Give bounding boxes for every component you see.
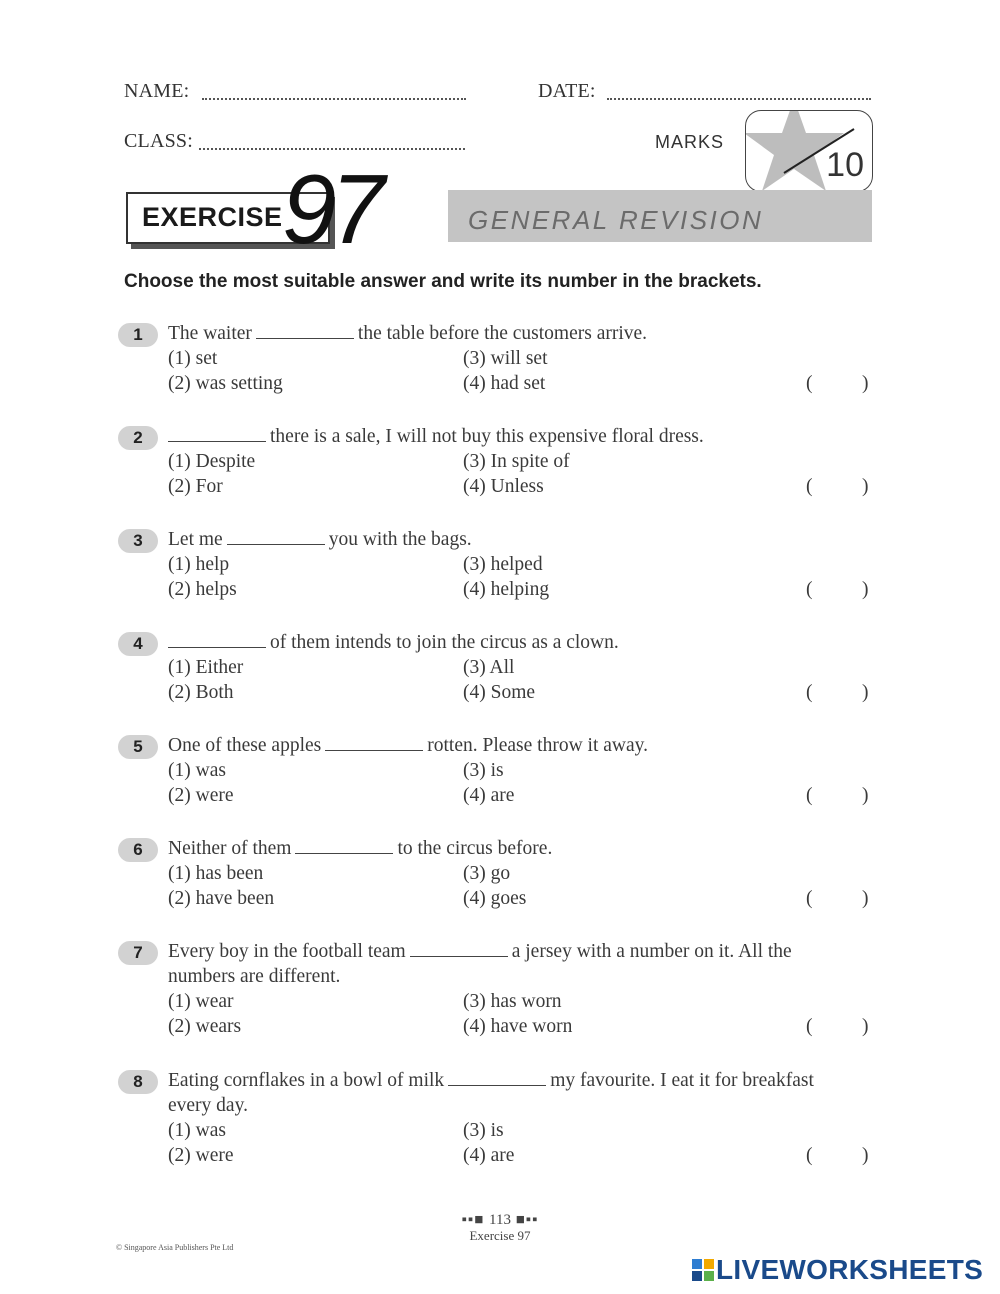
date-field[interactable] [607, 98, 871, 100]
option-1: (1) Either [168, 657, 244, 678]
question-text: Every boy in the football team a jersey with a number on it. All the [168, 941, 792, 962]
date-label: DATE: [538, 80, 596, 102]
question-text: there is a sale, I will not buy this expensive floral dress. [168, 424, 704, 450]
question-text: One of these apples rotten. Please throw it away. [168, 735, 649, 756]
option-3: (3) All [463, 657, 515, 678]
class-field[interactable] [199, 148, 465, 150]
answer-bracket-open: ( [806, 476, 813, 497]
option-1: (1) help [168, 554, 230, 575]
marks-label: MARKS [655, 132, 725, 152]
option-3: (3) has worn [463, 991, 562, 1012]
answer-bracket-close: ) [862, 1145, 869, 1166]
question-number: 2 [118, 426, 158, 450]
name-field[interactable] [202, 98, 466, 100]
copyright: © Singapore Asia Publishers Pte Ltd [116, 1243, 234, 1252]
option-1: (1) Despite [168, 451, 256, 472]
option-2: (2) For [168, 476, 223, 497]
option-2: (2) were [168, 1145, 234, 1166]
answer-bracket-close: ) [862, 682, 869, 703]
question-text: Eating cornflakes in a bowl of milk my favourite. I eat it for breakfast [168, 1070, 814, 1091]
answer-box[interactable] [820, 782, 858, 808]
answer-bracket-open: ( [806, 373, 813, 394]
answer-bracket-open: ( [806, 1016, 813, 1037]
option-2: (2) Both [168, 682, 234, 703]
option-1: (1) was [168, 1120, 226, 1141]
option-2: (2) helps [168, 579, 237, 600]
answer-bracket-close: ) [862, 785, 869, 806]
liveworksheets-logo[interactable]: LIVEWORKSHEETS [716, 1254, 984, 1285]
page-number: ▪▪■ 113 ■▪▪ [461, 1212, 539, 1228]
name-label: NAME: [124, 80, 190, 102]
option-3: (3) will set [463, 348, 548, 369]
answer-bracket-open: ( [806, 682, 813, 703]
question-number: 4 [118, 632, 158, 656]
option-4: (4) had set [463, 373, 546, 394]
question-text: The waiter the table before the customers arrive. [168, 323, 648, 344]
answer-blank [256, 324, 354, 339]
option-3: (3) In spite of [463, 451, 570, 472]
answer-bracket-close: ) [862, 1016, 869, 1037]
instruction: Choose the most suitable answer and write its number in the brackets. [124, 271, 762, 292]
option-4: (4) are [463, 785, 515, 806]
answer-blank [295, 839, 393, 854]
option-2: (2) were [168, 785, 234, 806]
option-3: (3) is [463, 1120, 504, 1141]
answer-bracket-open: ( [806, 1145, 813, 1166]
answer-box[interactable] [820, 1013, 858, 1039]
answer-bracket-close: ) [862, 373, 869, 394]
question-text-continued: every day. [168, 1095, 248, 1116]
option-1: (1) wear [168, 991, 234, 1012]
answer-box[interactable] [820, 679, 858, 705]
footer-exercise: Exercise 97 [469, 1228, 531, 1243]
option-3: (3) is [463, 760, 504, 781]
answer-bracket-open: ( [806, 785, 813, 806]
option-4: (4) helping [463, 579, 550, 600]
answer-bracket-open: ( [806, 579, 813, 600]
marks-box [745, 110, 873, 192]
option-2: (2) was setting [168, 373, 283, 394]
option-2: (2) wears [168, 1016, 242, 1037]
answer-box[interactable] [820, 473, 858, 499]
answer-bracket-close: ) [862, 579, 869, 600]
question-number: 5 [118, 735, 158, 759]
answer-box[interactable] [820, 1142, 858, 1168]
liveworksheets-logo-icon [692, 1259, 714, 1281]
option-2: (2) have been [168, 888, 275, 909]
answer-blank [227, 530, 325, 545]
option-3: (3) go [463, 863, 511, 884]
option-3: (3) helped [463, 554, 543, 575]
answer-box[interactable] [820, 370, 858, 396]
option-1: (1) set [168, 348, 218, 369]
option-4: (4) Unless [463, 476, 544, 497]
question-number: 8 [118, 1070, 158, 1094]
answer-blank [448, 1071, 546, 1086]
question-text-continued: numbers are different. [168, 966, 341, 987]
exercise-title: GENERAL REVISION [468, 205, 764, 235]
answer-blank [168, 633, 266, 648]
answer-box[interactable] [820, 885, 858, 911]
question-number: 1 [118, 323, 158, 347]
question-text: Neither of them to the circus before. [168, 838, 553, 859]
answer-blank [168, 427, 266, 442]
option-4: (4) are [463, 1145, 515, 1166]
question-number: 3 [118, 529, 158, 553]
option-1: (1) has been [168, 863, 264, 884]
answer-blank [410, 942, 508, 957]
answer-box[interactable] [820, 576, 858, 602]
question-number: 6 [118, 838, 158, 862]
answer-bracket-open: ( [806, 888, 813, 909]
class-label: CLASS: [124, 130, 194, 152]
option-1: (1) was [168, 760, 226, 781]
option-4: (4) have worn [463, 1016, 573, 1037]
exercise-word: EXERCISE [142, 202, 283, 232]
answer-blank [325, 736, 423, 751]
question-text: of them intends to join the circus as a clown. [168, 630, 619, 656]
option-4: (4) Some [463, 682, 536, 703]
answer-bracket-close: ) [862, 476, 869, 497]
question-number: 7 [118, 941, 158, 965]
option-4: (4) goes [463, 888, 527, 909]
question-text: Let me you with the bags. [168, 529, 472, 550]
exercise-number: 97 [282, 154, 380, 264]
answer-bracket-close: ) [862, 888, 869, 909]
marks-total: 10 [826, 146, 864, 184]
